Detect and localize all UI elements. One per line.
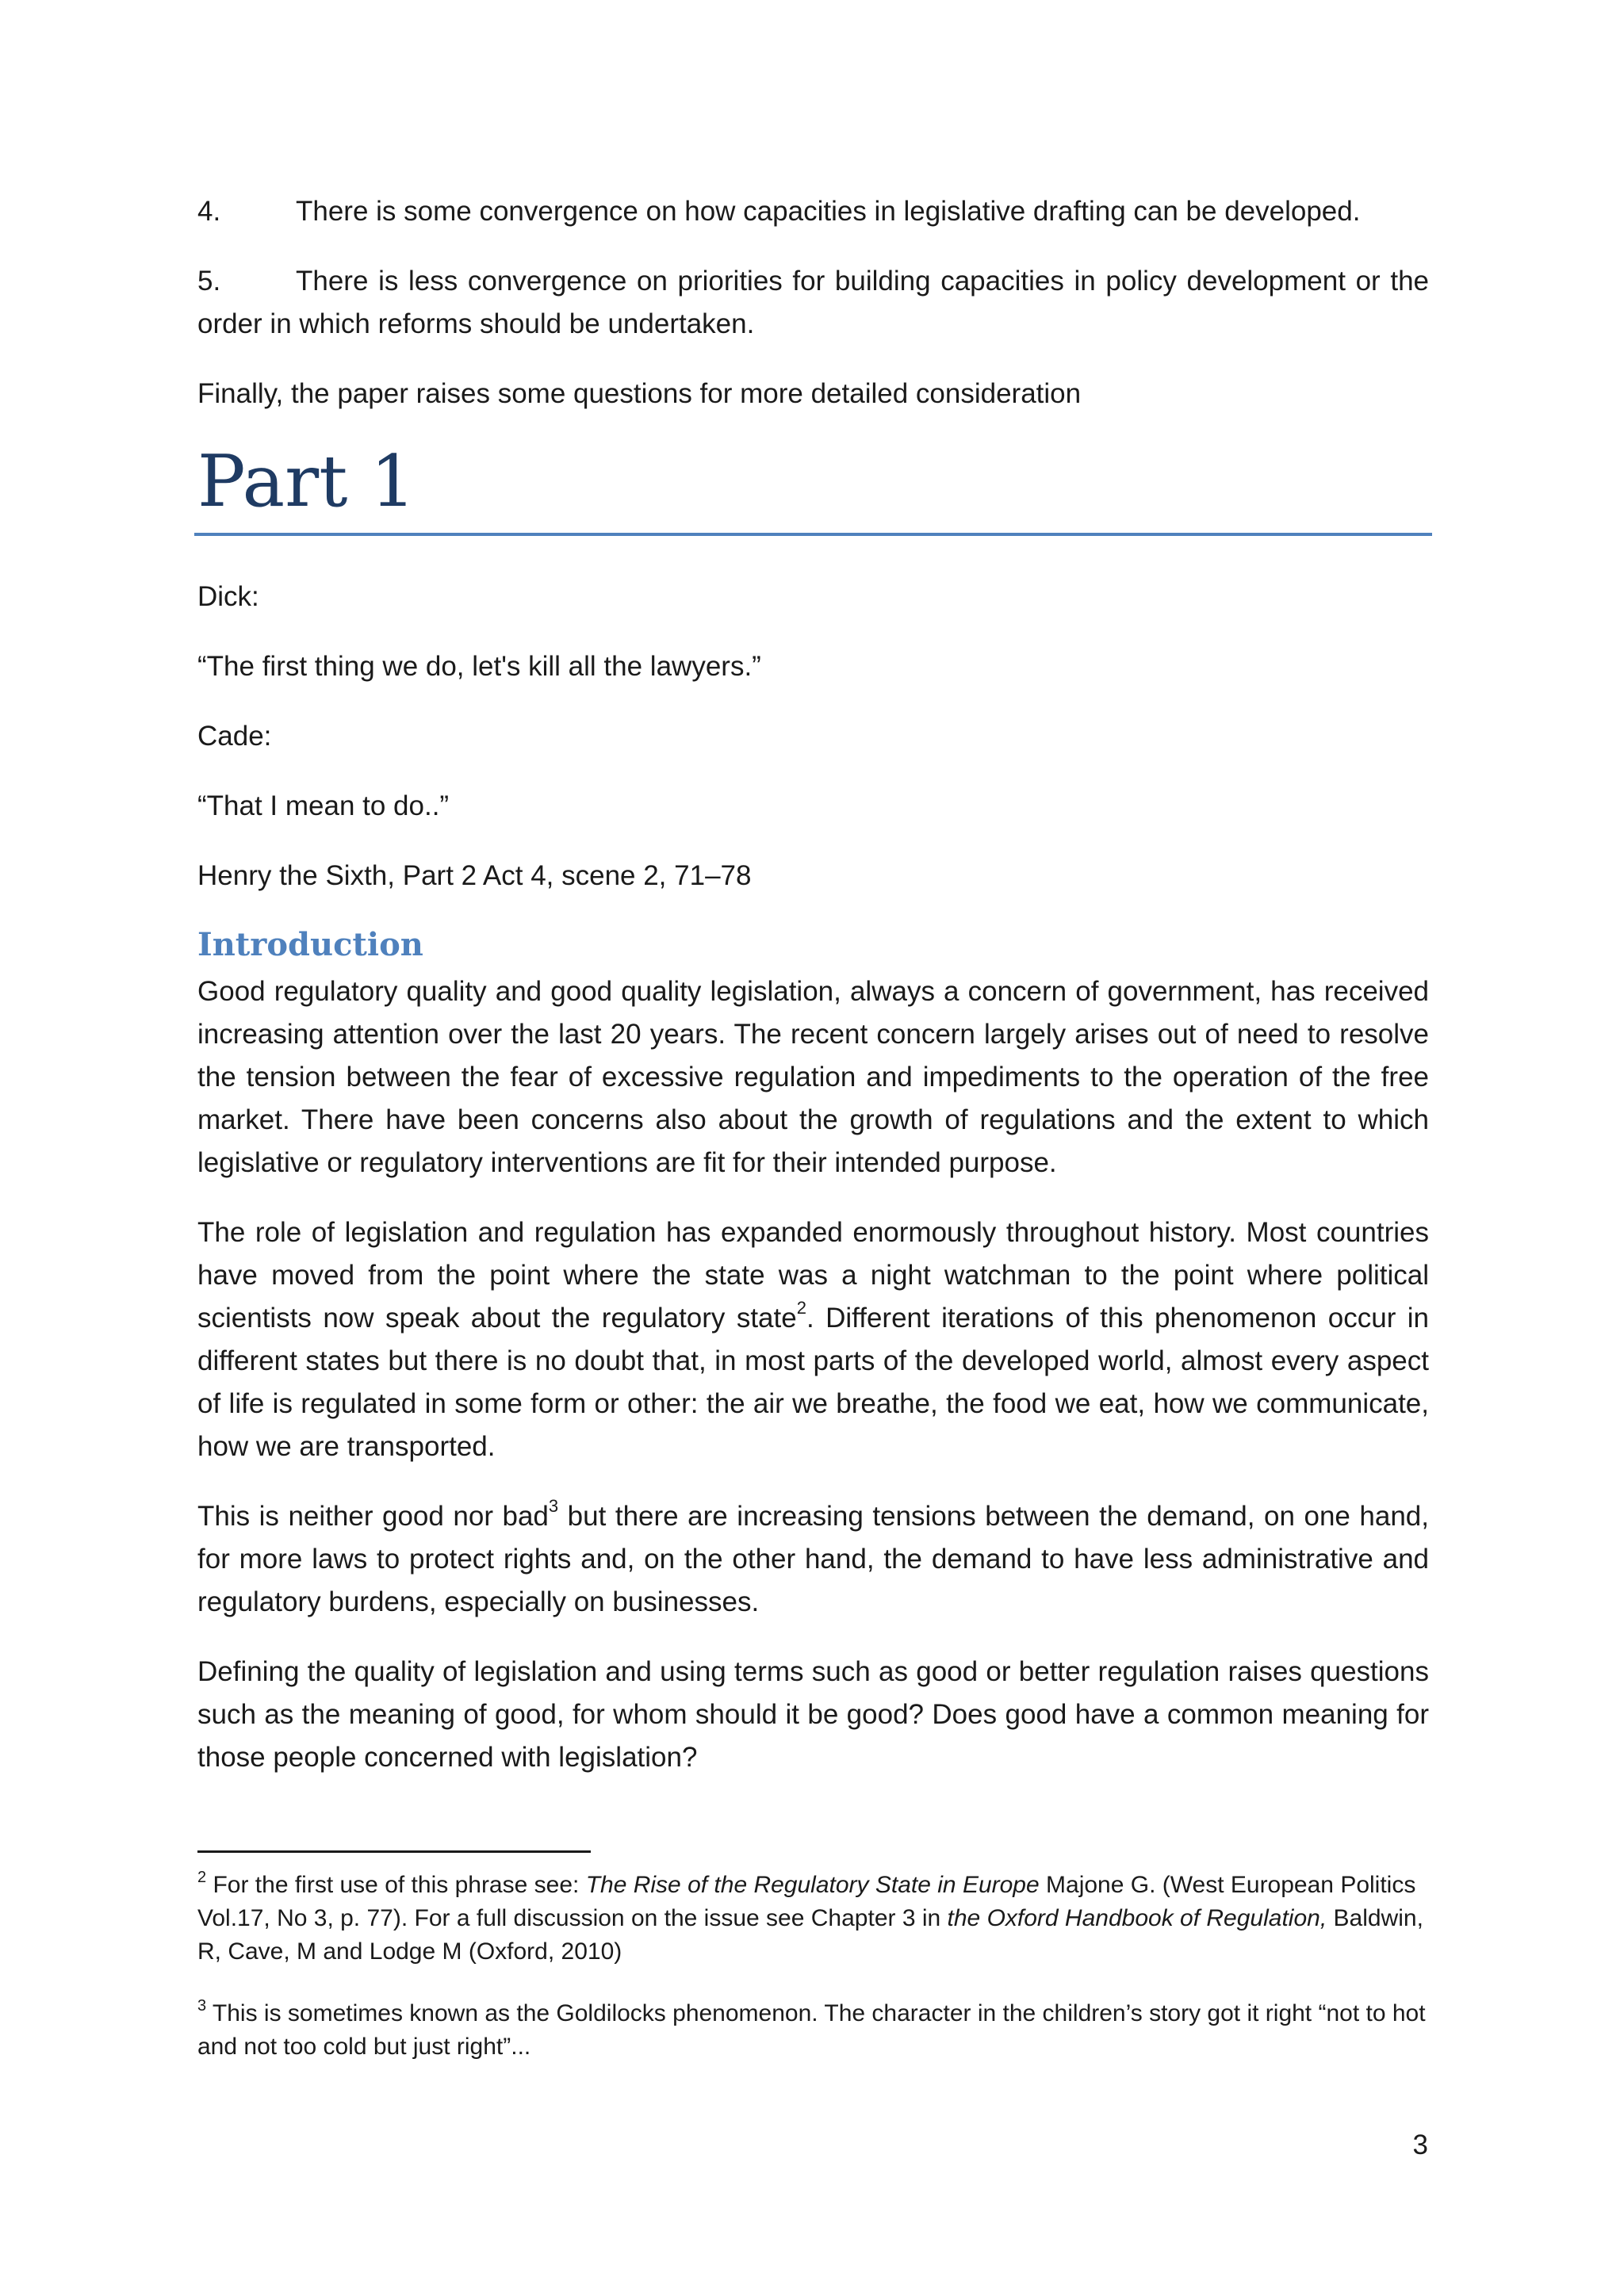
footnote-title-italic: the Oxford Handbook of Regulation,	[947, 1905, 1327, 1931]
intro-paragraph-1: Good regulatory quality and good quality legislation, always a concern of government, has received increasing attention over the last 20 years. The recent concern largely arises out of need to resolve the tension between the fear of excessive regulation and impediments to the operation of the free market. There have been concerns also about the growth of regulations and the extent to which legislative or regulatory interventions are fit for their intended purpose.	[197, 976, 1429, 1178]
item-text: There is less convergence on priorities for building capacities in policy development or the order in which reforms should be undertaken.	[197, 266, 1429, 339]
intro-paragraph-4: Defining the quality of legislation and using terms such as good or better regulation raises questions such as the meaning of good, for whom should it be good? Does good have a common meaning for those people concerned with legislation?	[197, 1656, 1429, 1773]
item-text: There is some convergence on how capacities in legislative drafting can be developed.	[296, 196, 1361, 227]
footnote-text: For the first use of this phrase see:	[206, 1872, 586, 1898]
quote-line-1: “The first thing we do, let's kill all the lawyers.”	[197, 651, 761, 682]
paragraph-text: . Different iterations of this phenomenon occur in different states but there is no doubt that, in most parts of the developed world, almost every aspect of life is regulated in some form or other: the air we breathe, the food we eat, how we communicate, how we are transported.	[197, 1303, 1430, 1462]
quote-speaker-cade: Cade:	[197, 721, 272, 752]
footnote-3	[197, 1997, 1429, 2064]
closing-line: Finally, the paper raises some questions for more detailed consideration	[197, 378, 1082, 409]
quote-speaker-dick: Dick:	[197, 581, 259, 612]
numbered-item-5	[197, 260, 1429, 346]
part-title: Part 1	[194, 442, 1432, 536]
footnote-separator	[197, 1850, 591, 1853]
footnote-text: This is sometimes known as the Goldilocks phenomenon. The character in the children’s story got it right “not to hot and not too cold but just right”...	[197, 2000, 1426, 2060]
footnote-ref-2[interactable]: 2	[796, 1298, 806, 1318]
intro-paragraph-2	[197, 1211, 1429, 1468]
item-number: 4.	[197, 196, 221, 227]
paragraph-text: but there are increasing tensions between the demand, on one hand, for more laws to protect rights and, on the other hand, the demand to have less administrative and regulatory burdens, especially on businesses.	[197, 1501, 1429, 1617]
footnote-ref-3[interactable]: 3	[548, 1496, 559, 1517]
quote-source: Henry the Sixth, Part 2 Act 4, scene 2, 71–78	[197, 860, 752, 891]
footnote-number: 2	[197, 1869, 207, 1886]
page-number: 3	[1412, 2130, 1428, 2160]
paragraph-text: This is neither good nor bad	[197, 1501, 549, 1532]
footnote-text: Baldwin, R, Cave, M and Lodge M (Oxford, 2010)	[197, 1905, 1423, 1965]
paragraph-text: The role of legislation and regulation has expanded enormously throughout history. Most countries have moved from the point where the state was a night watchman to the point where political scientists now speak about the regulatory state	[197, 1217, 1429, 1334]
quote-line-2: “That I mean to do..”	[197, 790, 450, 821]
footnote-2	[197, 1869, 1429, 1969]
intro-paragraph-3	[197, 1495, 1429, 1624]
footnote-text: Majone G. (West European Politics Vol.17, No 3, p. 77). For a full discussion on the issue see Chapter 3 in	[197, 1872, 1416, 1931]
section-heading-introduction: Introduction	[197, 926, 423, 963]
footnote-title-italic: The Rise of the Regulatory State in Europe	[585, 1872, 1040, 1898]
footnote-number: 3	[197, 1997, 207, 2015]
item-number: 5.	[197, 266, 221, 297]
numbered-item-4	[197, 190, 1429, 233]
document-page	[197, 190, 1429, 2092]
